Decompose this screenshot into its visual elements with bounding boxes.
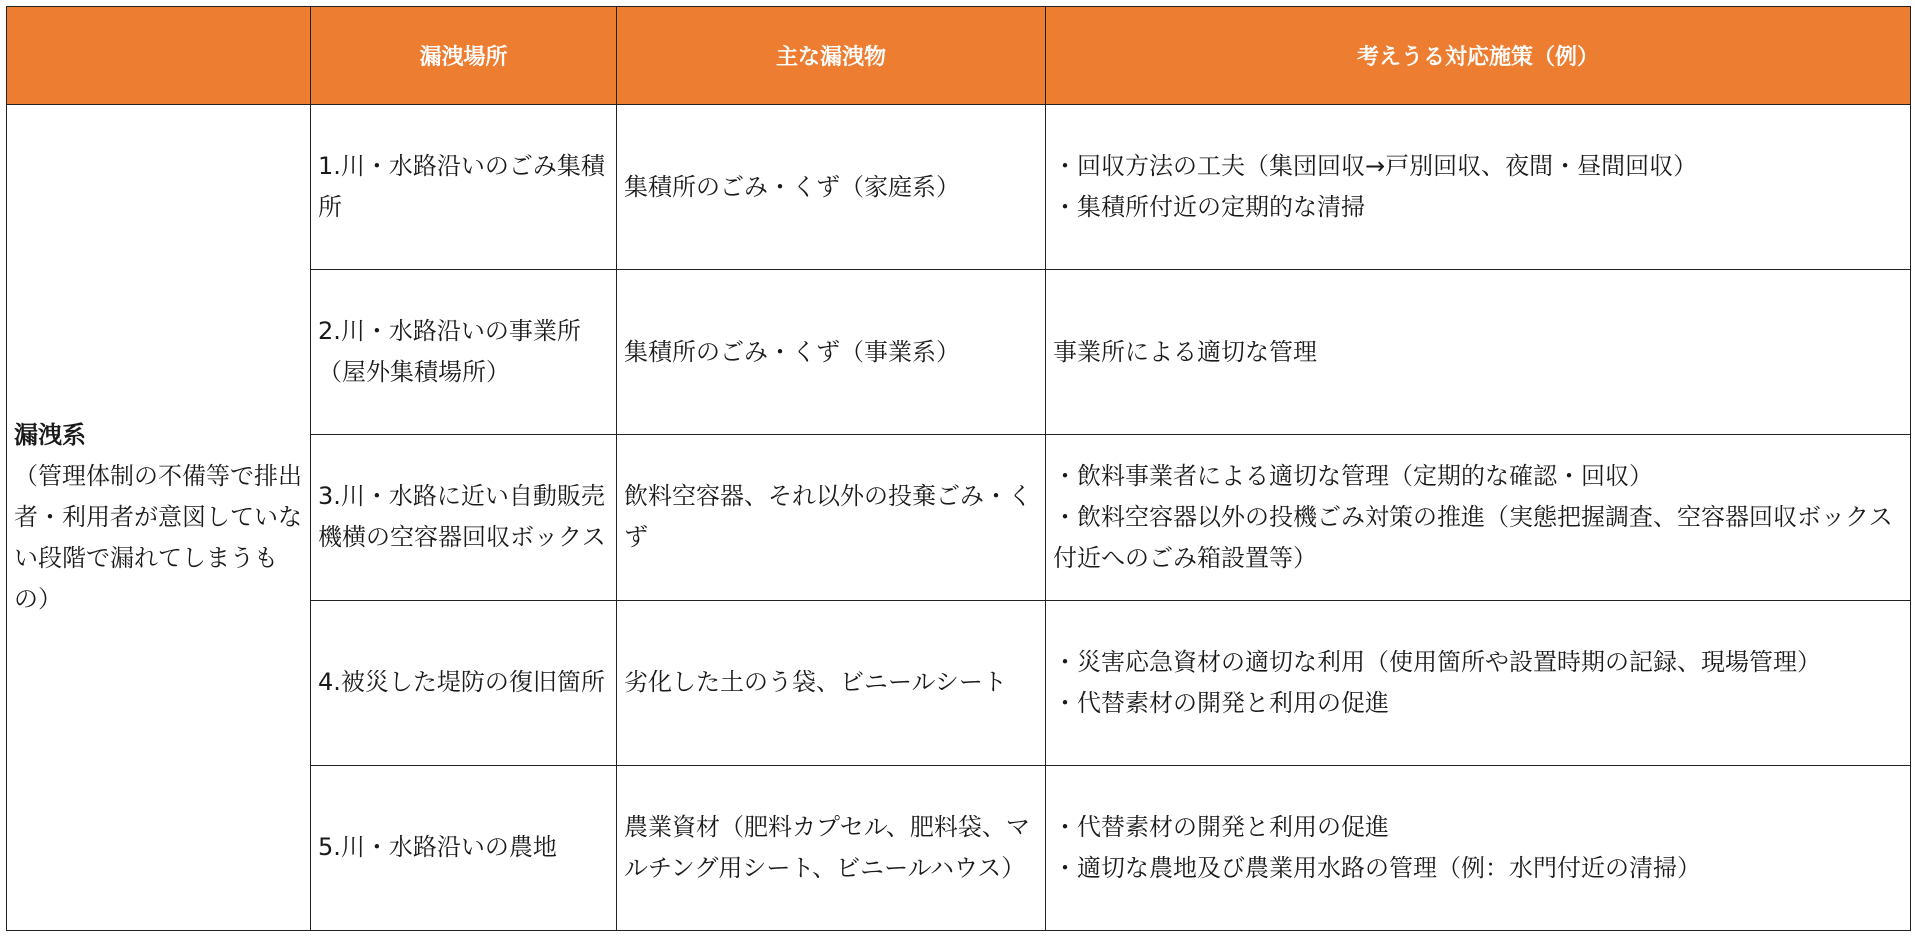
table-body xyxy=(7,105,1911,931)
location-cell: 5.川・水路沿いの農地 xyxy=(311,765,617,930)
location-cell: 3.川・水路に近い自動販売機横の空容器回収ボックス xyxy=(311,435,617,600)
litter-cell: 集積所のごみ・くず（事業系） xyxy=(617,270,1046,435)
location-cell: 1.川・水路沿いのごみ集積所 xyxy=(311,105,617,270)
measures-cell xyxy=(1046,270,1911,435)
table-row xyxy=(7,105,1911,270)
header-location: 漏洩場所 xyxy=(311,7,617,105)
measures-cell xyxy=(1046,765,1911,930)
measure-item: ・集積所付近の定期的な清掃 xyxy=(1053,193,1365,222)
litter-cell: 農業資材（肥料カプセル、肥料袋、マルチング用シート、ビニールハウス） xyxy=(617,765,1046,930)
measure-item: ・代替素材の開発と利用の促進 xyxy=(1053,688,1389,717)
location-cell: 2.川・水路沿いの事業所（屋外集積場所） xyxy=(311,270,617,435)
leakage-measures-table xyxy=(6,6,1911,931)
header-litter: 主な漏洩物 xyxy=(617,7,1046,105)
measure-item: ・回収方法の工夫（集団回収→戸別回収、夜間・昼間回収） xyxy=(1053,152,1698,181)
header-row xyxy=(7,7,1911,105)
category-title: 漏洩系 xyxy=(14,421,86,449)
location-cell: 4.被災した堤防の復旧箇所 xyxy=(311,600,617,765)
measure-item: ・適切な農地及び農業用水路の管理（例：水門付近の清掃） xyxy=(1053,853,1701,882)
leakage-table-container xyxy=(6,6,1910,931)
measure-item: ・飲料事業者による適切な管理（定期的な確認・回収） xyxy=(1053,461,1653,490)
measure-item: ・飲料空容器以外の投機ごみ対策の推進（実態把握調査、空容器回収ボックス付近へのごみ箱設置等） xyxy=(1053,502,1893,572)
header-corner-cell xyxy=(7,7,311,105)
measures-cell xyxy=(1046,435,1911,600)
measure-item: 事業所による適切な管理 xyxy=(1053,337,1317,366)
measures-cell xyxy=(1046,600,1911,765)
measure-item: ・代替素材の開発と利用の促進 xyxy=(1053,812,1389,841)
measures-cell xyxy=(1046,105,1911,270)
header-measures: 考えうる対応施策（例） xyxy=(1046,7,1911,105)
category-cell xyxy=(7,105,311,931)
litter-cell: 飲料空容器、それ以外の投棄ごみ・くず xyxy=(617,435,1046,600)
litter-cell: 集積所のごみ・くず（家庭系） xyxy=(617,105,1046,270)
table-header xyxy=(7,7,1911,105)
category-description: （管理体制の不備等で排出者・利用者が意図していない段階で漏れてしまうもの） xyxy=(14,462,302,613)
measure-item: ・災害応急資材の適切な利用（使用箇所や設置時期の記録、現場管理） xyxy=(1053,647,1821,676)
litter-cell: 劣化した土のう袋、ビニールシート xyxy=(617,600,1046,765)
